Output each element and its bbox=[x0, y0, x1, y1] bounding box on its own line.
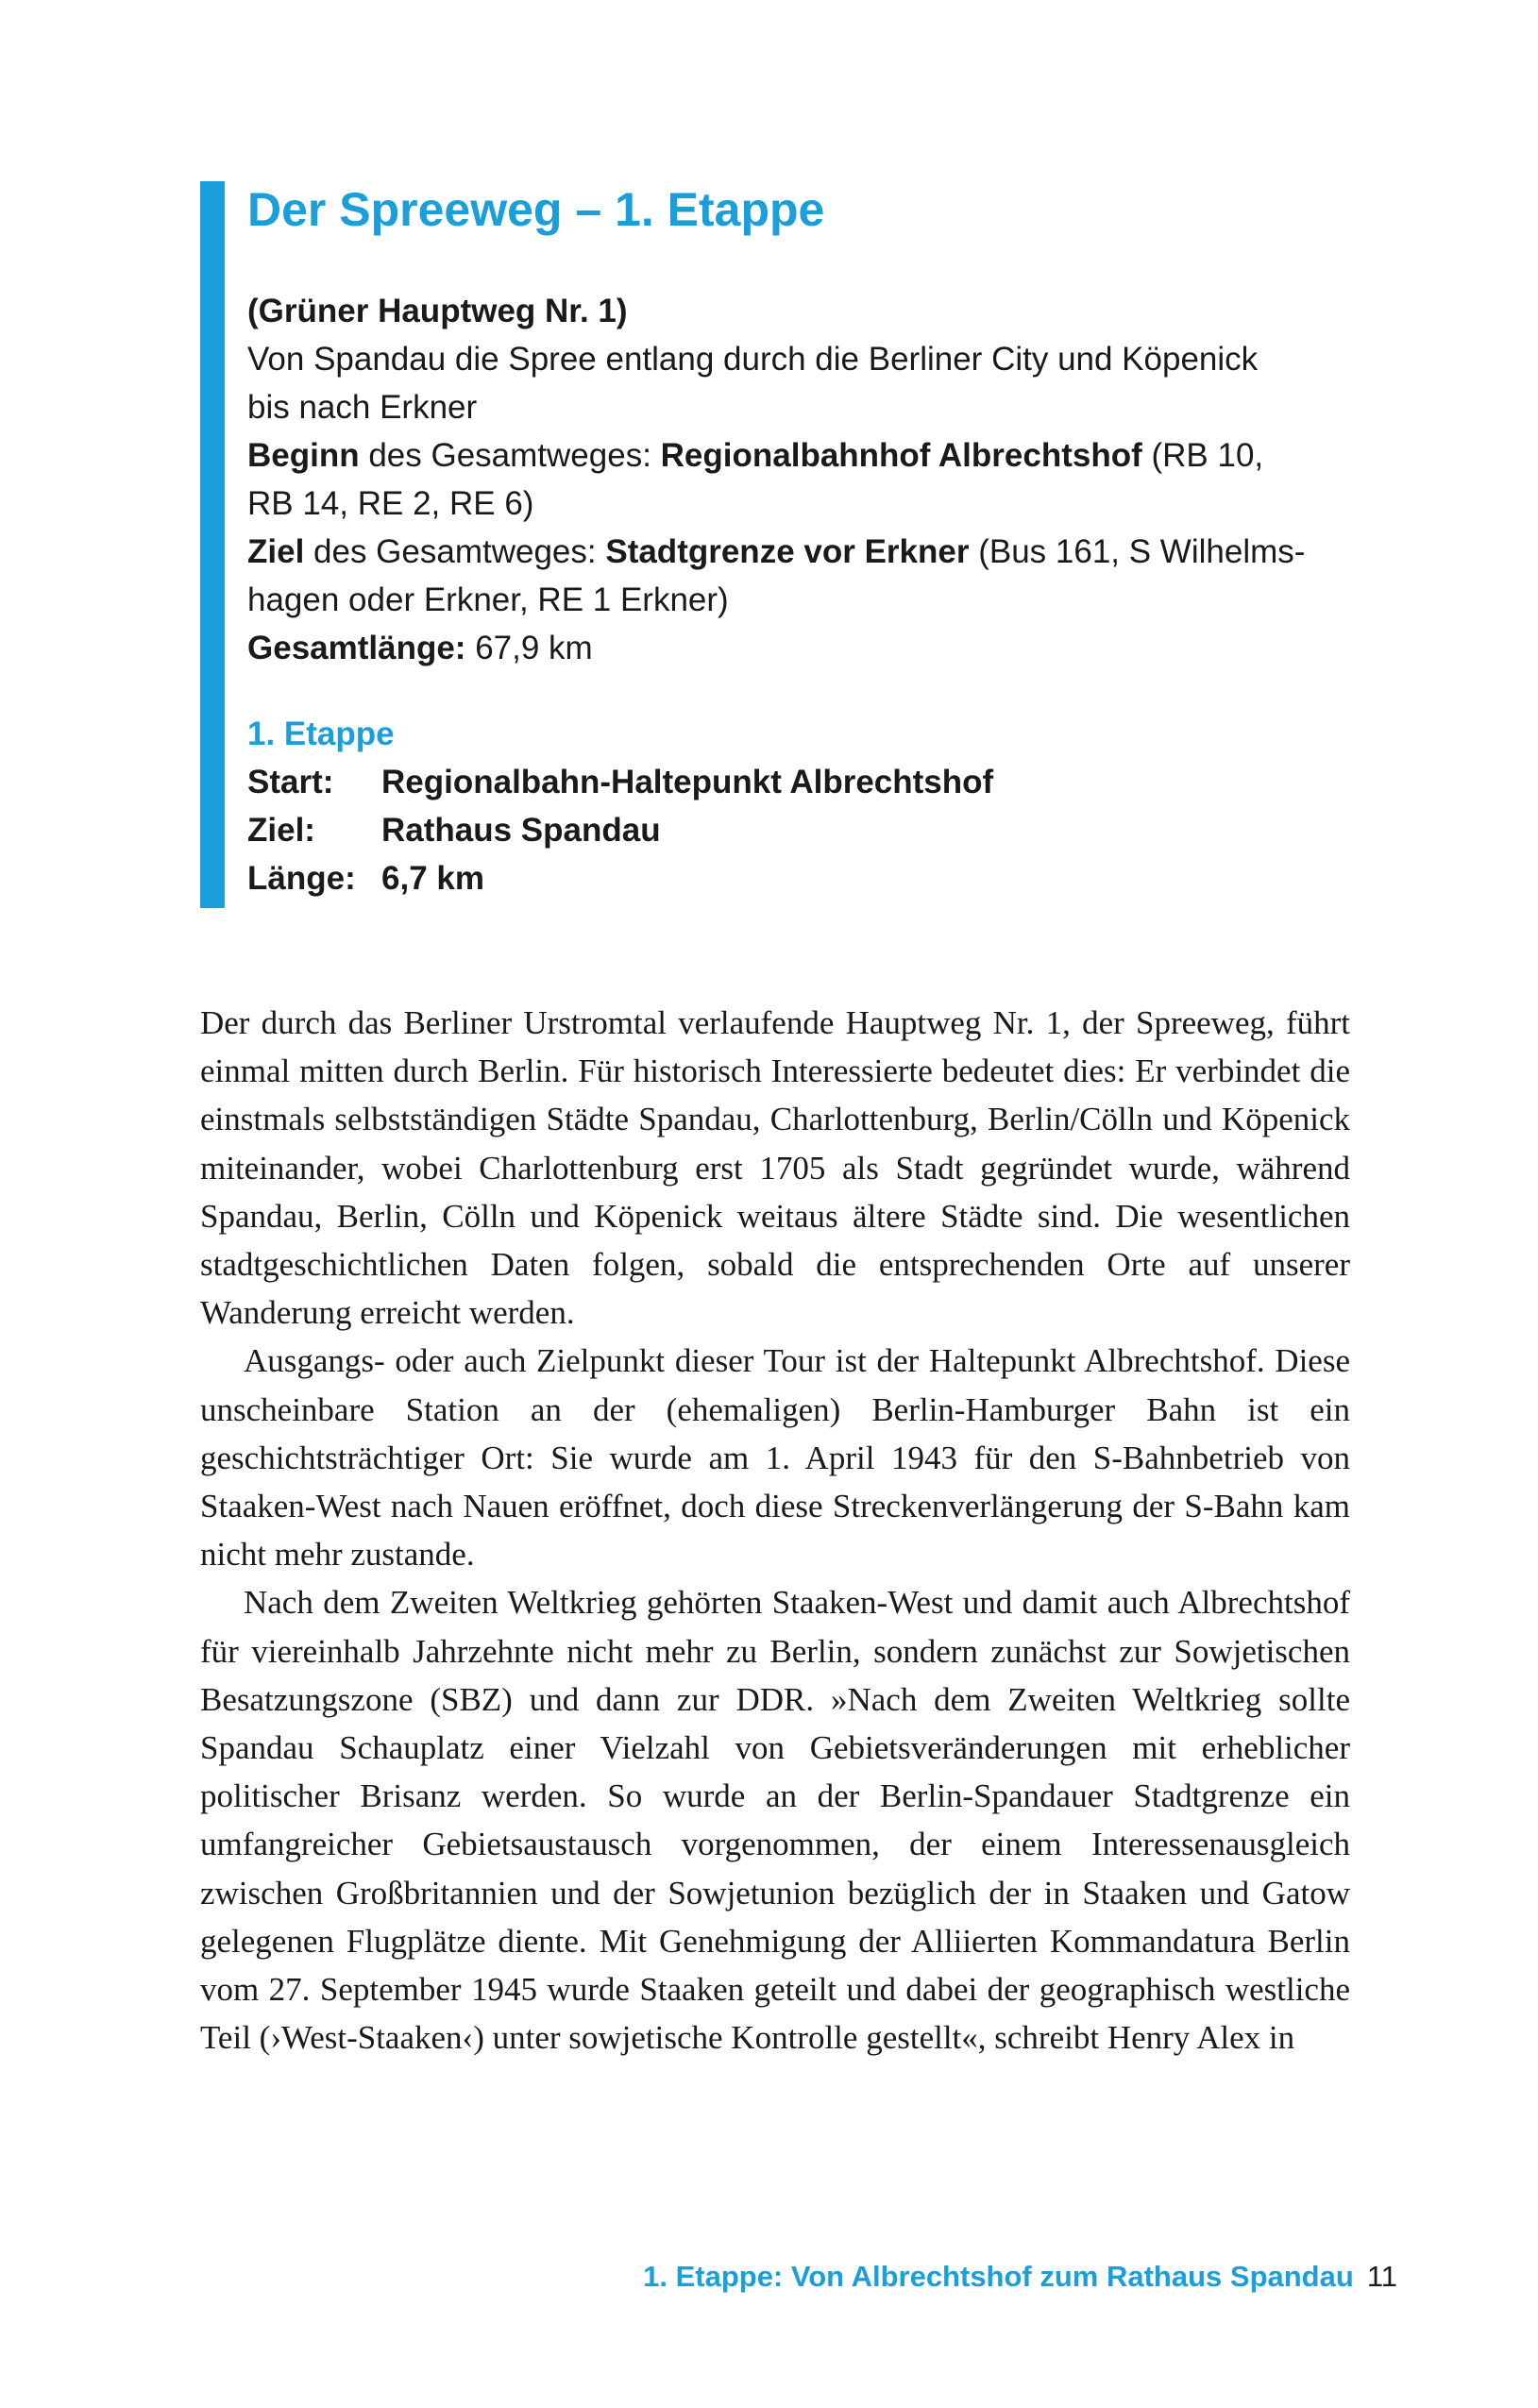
route-start-label: Beginn bbox=[247, 437, 360, 474]
route-description-line-2: bis nach Erkner bbox=[247, 389, 478, 426]
route-length-line bbox=[247, 624, 1361, 672]
accent-bar bbox=[200, 181, 225, 908]
body-paragraph-2: Ausgangs- oder auch Zielpunkt dieser Tour ist der Haltepunkt Albrechtshof. Diese unscheinbare Station an der (ehemaligen) Berlin-Hamburger Bahn ist ein geschichtsträchtiger Ort: Sie wurde am 1. April 1943 für den S-Bahnbetrieb von Staaken-West nach Nauen eröffnet, doch diese Streckenverlängerung der S-Bahn kam nicht mehr zustande. bbox=[200, 1342, 1350, 1574]
route-end-line bbox=[247, 528, 1361, 576]
route-end-label: Ziel bbox=[247, 533, 305, 570]
route-subtitle: (Grüner Hauptweg Nr. 1) bbox=[247, 293, 628, 329]
route-start-rest-1: (RB 10, bbox=[1141, 437, 1264, 474]
stage-row-end bbox=[247, 806, 1361, 854]
stage-row-start bbox=[247, 758, 1361, 806]
route-end-rest-2: hagen oder Erkner, RE 1 Erkner) bbox=[247, 581, 729, 618]
route-length-value: 67,9 km bbox=[465, 630, 593, 666]
stage-row-length bbox=[247, 854, 1361, 902]
stage-start-label: Start: bbox=[247, 764, 334, 800]
stage-end-label: Ziel: bbox=[247, 812, 315, 849]
stage-heading: 1. Etappe bbox=[247, 716, 395, 752]
route-start-mid: des Gesamtweges: bbox=[359, 437, 661, 474]
page-title: Der Spreeweg – 1. Etappe bbox=[247, 183, 825, 236]
stage-info bbox=[247, 710, 1361, 902]
body-paragraph-1: Der durch das Berliner Urstromtal verlaufende Hauptweg Nr. 1, der Spreeweg, führt einmal mitten durch Berlin. Für historisch Interessierte bedeutet dies: Er verbindet die einstmals selbstständigen Städte Spandau, Charlottenburg, Berlin/Cölln und Köpenick miteinander, wobei Charlottenburg erst 1705 als Stadt gegründet wurde, während Spandau, Berlin, Cölln und Köpenick weitaus ältere Städte sind. Die wesentlichen stadtgeschichtlichen Daten folgen, sobald die entsprechenden Orte auf unserer Wanderung erreicht werden. bbox=[200, 1004, 1350, 1332]
stage-length-label: Länge: bbox=[247, 860, 356, 897]
stage-end-value: Rathaus Spandau bbox=[381, 812, 661, 849]
route-end-mid: des Gesamtweges: bbox=[304, 533, 606, 570]
route-end-value: Stadtgrenze vor Erkner bbox=[605, 533, 970, 570]
route-start-line bbox=[247, 431, 1361, 480]
page-number: 11 bbox=[1366, 2260, 1397, 2293]
stage-length-value: 6,7 km bbox=[381, 860, 484, 897]
body-paragraph-3: Nach dem Zweiten Weltkrieg gehörten Staaken-West und damit auch Albrechtshof für viereinhalb Jahrzehnte nicht mehr zu Berlin, sondern zunächst zur Sowjetischen Besatzungszone (SBZ) und dann zur DDR. »Nach dem Zweiten Weltkrieg sollte Spandau Schauplatz einer Vielzahl von Gebietsveränderungen mit erheblicher politischer Brisanz werden. So wurde an der Berlin-Spandauer Stadtgrenze ein umfangreicher Gebietsaustausch vorgenommen, der einem Interessenausgleich zwischen Großbritannien und der Sowjetunion bezüglich der in Staaken und Gatow gelegenen Flugplätze diente. Mit Genehmigung der Alliierten Kommandatura Berlin vom 27. September 1945 wurde Staaken geteilt und dabei der geographisch westliche Teil (›West-Staaken‹) unter sowjetische Kontrolle gestellt«, schreibt Henry Alex in bbox=[200, 1584, 1350, 2057]
route-summary bbox=[247, 287, 1361, 672]
route-start-value: Regionalbahnhof Albrechtshof bbox=[660, 437, 1142, 474]
route-start-rest-2: RB 14, RE 2, RE 6) bbox=[247, 485, 534, 522]
route-info-box bbox=[200, 181, 1361, 908]
route-description-line-1: Von Spandau die Spree entlang durch die Berliner City und Köpenick bbox=[247, 341, 1259, 378]
stage-start-value: Regionalbahn-Haltepunkt Albrechtshof bbox=[381, 764, 994, 800]
page-footer bbox=[566, 2258, 1397, 2296]
body-text bbox=[200, 999, 1350, 2062]
route-end-rest-1: (Bus 161, S Wilhelms- bbox=[969, 533, 1306, 570]
route-length-label: Gesamtlänge: bbox=[247, 630, 466, 666]
running-head: 1. Etappe: Von Albrechtshof zum Rathaus Spandau bbox=[643, 2260, 1354, 2293]
